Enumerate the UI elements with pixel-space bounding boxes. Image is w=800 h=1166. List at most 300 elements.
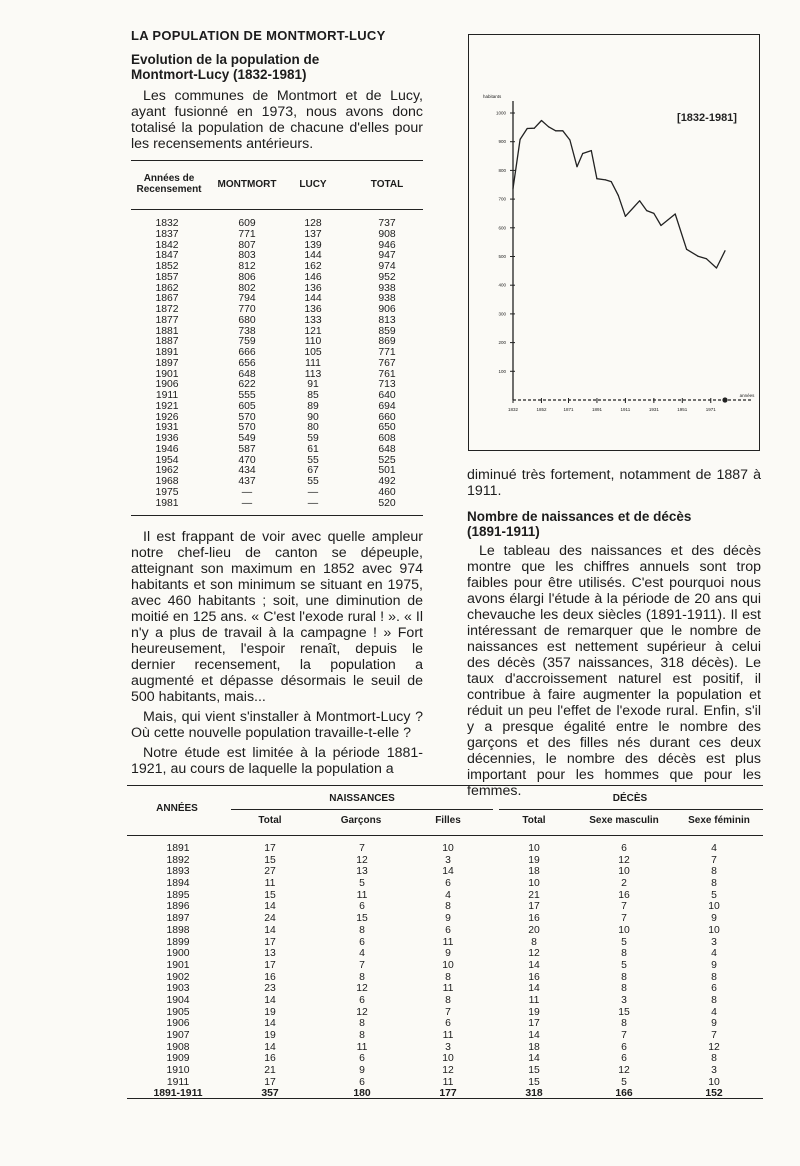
pop-cell-montmort: 570 xyxy=(238,411,256,423)
bd-cell-masc: 5 xyxy=(621,936,627,948)
pop-cell-lucy: 133 xyxy=(304,314,322,326)
pop-cell-year: 1911 xyxy=(155,390,179,401)
pop-cell-montmort: 549 xyxy=(238,433,256,444)
chart-title: [1832-1981] xyxy=(677,112,737,124)
y-tick-label: 200 xyxy=(498,340,506,346)
pop-cell-year: 1842 xyxy=(155,239,179,251)
bd-cell-fem: 8 xyxy=(711,971,717,983)
x-tick-label: 1911 xyxy=(620,407,631,412)
pop-cell-year: 1852 xyxy=(155,261,179,272)
paragraph-4: Le tableau des naissances et des décès montre que les chiffres annuels sont trop faibles pour être utilisés. C'est pourquoi nous avons élargi l'étude à la période de 20 ans qui chevauche les deux siècles (1891-1911). Il est intéressant de remarquer que le nombre de naissances est nettement supérieur à celui des décès (357 naissances, 318 décès). Le taux d'accroissement naturel est positif, il contribue à faire augmenter la population et réduit un peu l'effet de l'exode rural. Enfin, s'il y a presque égalité entre le nombre des garçons et des filles nés durant ces deux décennies, le nombre des décès est plus important pour les hommes que pour les femmes. xyxy=(467,543,761,799)
pop-cell-total: 906 xyxy=(378,304,396,315)
pop-cell-lucy: 89 xyxy=(307,400,319,412)
bd-cell-filles: 8 xyxy=(445,971,451,983)
bd-cell-year: 1907 xyxy=(166,1030,190,1041)
data-point xyxy=(555,130,556,131)
bd-cell-masc: 7 xyxy=(621,901,627,913)
pop-cell-total: 947 xyxy=(378,250,396,262)
bd-cell-filles: 8 xyxy=(445,994,451,1006)
bd-cell-fem: 8 xyxy=(711,1053,717,1065)
pop-cell-year: 1962 xyxy=(155,465,179,477)
bd-cell-fem: 4 xyxy=(711,843,717,854)
paragraph-2: Mais, qui vient s'installer à Montmort-Lucy ? Où cette nouvelle population travaille-t-elle ? xyxy=(131,709,423,742)
bd-header-garcons: Garçons xyxy=(340,815,382,826)
bd-cell-garcons: 7 xyxy=(359,959,365,971)
bd-cell-year: 1902 xyxy=(166,971,190,983)
table-row xyxy=(127,866,763,878)
bd-cell-n-total: 14 xyxy=(264,901,276,913)
pop-cell-total: 737 xyxy=(378,218,396,229)
section2-title: Nombre de naissances et de décès (1891-1911) xyxy=(467,509,692,539)
bd-cell-d-total: 12 xyxy=(528,948,540,960)
pop-header-total: TOTAL xyxy=(370,179,404,190)
bd-cell-d-total: 17 xyxy=(528,901,540,913)
bd-cell-garcons: 6 xyxy=(359,901,365,913)
bd-cell-n-total: 14 xyxy=(264,994,276,1006)
pop-cell-lucy: 85 xyxy=(307,390,319,401)
table-row xyxy=(131,499,423,510)
bd-cell-year: 1905 xyxy=(166,1006,190,1018)
bd-cell-masc: 12 xyxy=(618,854,630,866)
x-tick-label: 1832 xyxy=(507,407,519,412)
pop-cell-total: 859 xyxy=(378,325,396,337)
bd-cell-filles: 10 xyxy=(442,843,454,854)
bd-cell-year: 1899 xyxy=(166,936,190,948)
bd-bottom-rule xyxy=(127,1098,763,1099)
table-row xyxy=(131,402,423,413)
bd-cell-year: 1892 xyxy=(166,854,190,866)
data-point xyxy=(618,195,619,196)
pop-cell-montmort: 806 xyxy=(238,271,256,283)
pop-cell-year: 1872 xyxy=(155,304,179,315)
pop-cell-total: 771 xyxy=(378,347,396,358)
pop-cell-total: 650 xyxy=(378,422,396,434)
table-row xyxy=(127,1018,763,1030)
bd-cell-filles: 8 xyxy=(445,901,451,913)
bd-cell-garcons: 6 xyxy=(359,1053,365,1065)
pop-cell-year: 1901 xyxy=(155,368,179,380)
pop-cell-total: 952 xyxy=(378,271,396,283)
pop-cell-lucy: 121 xyxy=(304,325,322,337)
pop-cell-lucy: 80 xyxy=(307,422,319,434)
bd-cell-garcons: 9 xyxy=(359,1065,365,1077)
bd-cell-year: 1901 xyxy=(166,959,190,971)
bd-cell-n-total: 16 xyxy=(264,971,276,983)
x-tick-label: 1971 xyxy=(705,407,716,412)
bd-cell-year: 1900 xyxy=(166,948,190,960)
bd-cell-n-total: 17 xyxy=(264,959,276,971)
bd-cell-d-total: 14 xyxy=(528,959,540,971)
bd-cell-masc: 166 xyxy=(615,1088,633,1100)
pop-cell-total: 974 xyxy=(378,261,396,272)
bd-cell-n-total: 14 xyxy=(264,924,276,936)
pop-cell-montmort: 437 xyxy=(238,476,256,487)
bd-cell-n-total: 24 xyxy=(264,913,276,925)
data-point xyxy=(625,216,626,217)
bd-cell-garcons: 15 xyxy=(356,913,368,925)
bd-cell-d-total: 318 xyxy=(525,1088,543,1100)
bd-cell-d-total: 20 xyxy=(528,924,540,936)
data-point xyxy=(716,267,717,268)
bd-header-rule xyxy=(127,835,763,836)
chart-svg xyxy=(469,35,761,452)
bd-cell-filles: 6 xyxy=(445,924,451,936)
data-point xyxy=(576,166,577,167)
data-point xyxy=(582,153,583,154)
bd-cell-d-total: 18 xyxy=(528,1041,540,1053)
bd-header-naissances: NAISSANCES xyxy=(329,793,395,804)
pop-cell-montmort: — xyxy=(241,497,253,509)
pop-cell-montmort: 434 xyxy=(238,465,256,477)
pop-cell-year: 1975 xyxy=(155,486,179,498)
y-tick-label: 900 xyxy=(498,139,506,145)
pop-table-header xyxy=(131,169,423,209)
pop-cell-montmort: 680 xyxy=(238,314,256,326)
bd-cell-filles: 11 xyxy=(442,1076,454,1088)
table-row xyxy=(127,983,763,995)
data-point xyxy=(697,256,698,257)
pop-cell-montmort: 812 xyxy=(238,261,256,272)
bd-cell-filles: 11 xyxy=(442,1030,454,1041)
pop-cell-montmort: 470 xyxy=(238,454,256,466)
table-row xyxy=(131,445,423,456)
bd-header-fem: Sexe féminin xyxy=(688,815,750,826)
bd-cell-n-total: 17 xyxy=(264,936,276,948)
pop-cell-lucy: 144 xyxy=(304,250,322,262)
bd-cell-garcons: 8 xyxy=(359,1030,365,1041)
bd-cell-masc: 8 xyxy=(621,983,627,995)
pop-header-montmort: MONTMORT xyxy=(217,179,277,190)
bd-cell-fem: 7 xyxy=(711,1030,717,1041)
data-point xyxy=(675,213,676,214)
pop-cell-lucy: 111 xyxy=(305,357,321,369)
pop-cell-montmort: 609 xyxy=(238,218,256,229)
pop-cell-year: 1926 xyxy=(155,411,179,423)
bd-cell-d-total: 18 xyxy=(528,866,540,878)
x-tick-label: 1891 xyxy=(591,407,602,412)
pop-cell-total: 648 xyxy=(378,443,396,455)
pop-cell-year: 1891 xyxy=(155,347,179,358)
table-row xyxy=(131,230,423,241)
bd-cell-year: 1891-1911 xyxy=(153,1088,203,1100)
pop-cell-total: 492 xyxy=(378,476,396,487)
data-point xyxy=(660,225,661,226)
table-row xyxy=(127,995,763,1007)
y-tick-label: 700 xyxy=(498,196,506,202)
main-title: LA POPULATION DE MONTMORT-LUCY xyxy=(131,28,386,43)
bd-cell-d-total: 19 xyxy=(528,1006,540,1018)
data-point xyxy=(534,128,535,129)
pop-cell-year: 1862 xyxy=(155,282,179,294)
bd-cell-year: 1895 xyxy=(166,889,190,901)
bd-cell-filles: 177 xyxy=(439,1088,457,1100)
data-point xyxy=(611,181,612,182)
pop-cell-year: 1921 xyxy=(155,400,179,412)
bd-cell-filles: 6 xyxy=(445,878,451,890)
bd-cell-filles: 9 xyxy=(445,913,451,925)
bd-cell-d-total: 15 xyxy=(528,1076,540,1088)
bd-cell-fem: 3 xyxy=(711,1065,717,1077)
bd-cell-filles: 14 xyxy=(442,866,454,878)
pop-table-body xyxy=(131,219,423,509)
bd-cell-masc: 7 xyxy=(621,1030,627,1041)
left-lower-text xyxy=(131,529,423,777)
bd-cell-garcons: 11 xyxy=(356,889,368,901)
bd-cell-fem: 10 xyxy=(708,901,720,913)
bd-cell-d-total: 16 xyxy=(528,913,540,925)
pop-cell-year: 1936 xyxy=(155,433,179,444)
x-tick-label: 1951 xyxy=(677,407,688,412)
data-point xyxy=(541,120,542,121)
pop-cell-montmort: 570 xyxy=(238,422,256,434)
pop-cell-lucy: 91 xyxy=(307,379,319,391)
data-point xyxy=(706,258,707,259)
bd-cell-year: 1891 xyxy=(166,843,190,854)
bd-cell-fem: 9 xyxy=(711,1018,717,1030)
table-row xyxy=(127,960,763,972)
bd-cell-n-total: 16 xyxy=(264,1053,276,1065)
bd-cell-masc: 10 xyxy=(618,866,630,878)
bd-cell-year: 1897 xyxy=(166,913,190,925)
y-tick-label: 600 xyxy=(498,225,506,231)
bd-cell-fem: 10 xyxy=(708,1076,720,1088)
pop-cell-montmort: 587 xyxy=(238,443,256,455)
bd-cell-year: 1909 xyxy=(166,1053,190,1065)
population-chart xyxy=(468,34,760,451)
bd-cell-d-total: 10 xyxy=(528,878,540,890)
bd-cell-garcons: 4 xyxy=(359,948,365,960)
bd-cell-d-total: 19 xyxy=(528,854,540,866)
bd-cell-n-total: 19 xyxy=(264,1006,276,1018)
data-point xyxy=(569,139,570,140)
bd-cell-masc: 6 xyxy=(621,843,627,854)
table-top-rule xyxy=(131,160,423,161)
bd-cell-garcons: 12 xyxy=(356,983,368,995)
pop-cell-total: 640 xyxy=(378,390,396,401)
data-point xyxy=(527,128,528,129)
pop-cell-lucy: 105 xyxy=(304,347,322,358)
table-row xyxy=(131,359,423,370)
table-row xyxy=(127,855,763,867)
pop-cell-year: 1877 xyxy=(155,314,179,326)
bd-cell-n-total: 27 xyxy=(264,866,276,878)
pop-cell-year: 1954 xyxy=(155,454,179,466)
table-row xyxy=(127,901,763,913)
pop-cell-lucy: 136 xyxy=(304,304,322,315)
table-row xyxy=(127,1007,763,1019)
pop-cell-montmort: 771 xyxy=(238,228,256,240)
pop-cell-lucy: — xyxy=(307,486,319,498)
pop-header-year: Années de Recensement xyxy=(136,173,202,195)
bd-header-deces: DÉCÈS xyxy=(612,793,648,804)
pop-cell-lucy: 144 xyxy=(304,293,322,305)
pop-cell-lucy: 110 xyxy=(304,336,322,348)
bd-cell-filles: 6 xyxy=(445,1018,451,1030)
y-tick-label: 100 xyxy=(498,368,506,374)
table-row xyxy=(127,937,763,949)
bd-cell-masc: 5 xyxy=(621,959,627,971)
bd-header-n-total: Total xyxy=(258,815,282,826)
pop-cell-total: 938 xyxy=(378,293,396,305)
pop-cell-total: 520 xyxy=(378,497,396,509)
bd-cell-n-total: 15 xyxy=(264,889,276,901)
table-row xyxy=(127,878,763,890)
bd-cell-masc: 10 xyxy=(618,924,630,936)
pop-cell-lucy: 90 xyxy=(307,411,319,423)
table-row xyxy=(127,1077,763,1089)
bd-cell-fem: 9 xyxy=(711,913,717,925)
pop-cell-lucy: 67 xyxy=(307,465,319,477)
table-row xyxy=(131,273,423,284)
pop-cell-year: 1981 xyxy=(155,497,179,509)
bd-cell-garcons: 12 xyxy=(356,854,368,866)
bd-cell-d-total: 11 xyxy=(528,994,540,1006)
pop-cell-total: 713 xyxy=(378,379,396,391)
pop-cell-year: 1931 xyxy=(155,422,179,434)
pop-cell-total: 694 xyxy=(378,400,396,412)
pop-cell-year: 1968 xyxy=(155,476,179,487)
table-row xyxy=(127,948,763,960)
table-row xyxy=(127,1065,763,1077)
bd-cell-year: 1910 xyxy=(166,1065,190,1077)
bd-cell-d-total: 14 xyxy=(528,1030,540,1041)
pop-cell-total: 660 xyxy=(378,411,396,423)
pop-cell-montmort: 794 xyxy=(238,293,256,305)
table-row xyxy=(127,1053,763,1065)
bd-cell-d-total: 17 xyxy=(528,1018,540,1030)
bd-cell-garcons: 8 xyxy=(359,1018,365,1030)
pop-cell-year: 1837 xyxy=(155,228,179,240)
pop-cell-lucy: 113 xyxy=(304,368,322,380)
pop-cell-year: 1847 xyxy=(155,250,179,262)
bd-header-d-total: Total xyxy=(522,815,546,826)
bd-header-filles: Filles xyxy=(435,815,461,826)
bd-cell-fem: 5 xyxy=(711,889,717,901)
bd-cell-fem: 12 xyxy=(708,1041,720,1053)
bd-cell-filles: 12 xyxy=(442,1065,454,1077)
data-point xyxy=(646,210,647,211)
pop-header-lucy: LUCY xyxy=(299,179,327,190)
data-point xyxy=(591,150,592,151)
y-tick-label: 1000 xyxy=(495,110,506,116)
bd-table-header xyxy=(127,785,763,835)
pop-cell-lucy: 55 xyxy=(307,454,319,466)
bd-cell-fem: 7 xyxy=(711,854,717,866)
bd-cell-year: 1898 xyxy=(166,924,190,936)
table-row xyxy=(127,843,763,855)
table-row xyxy=(127,913,763,925)
pop-cell-year: 1946 xyxy=(155,443,179,455)
bd-cell-d-total: 10 xyxy=(528,843,540,854)
bd-cell-year: 1904 xyxy=(166,994,190,1006)
pop-cell-lucy: 146 xyxy=(304,271,322,283)
bd-cell-filles: 3 xyxy=(445,1041,451,1053)
bd-cell-n-total: 13 xyxy=(264,948,276,960)
data-point xyxy=(562,130,563,131)
pop-cell-year: 1857 xyxy=(155,271,179,283)
table-row xyxy=(127,972,763,984)
paragraph-3: Notre étude est limitée à la période 1881-1921, au cours de laquelle la population a xyxy=(131,745,423,778)
bd-cell-garcons: 180 xyxy=(353,1088,371,1100)
table-row xyxy=(127,890,763,902)
table-bottom-rule xyxy=(131,515,423,516)
pop-cell-montmort: — xyxy=(241,486,253,498)
bd-cell-fem: 6 xyxy=(711,983,717,995)
bd-cell-fem: 8 xyxy=(711,878,717,890)
paragraph-3-continued: diminué très fortement, notamment de 1887 à 1911. xyxy=(467,467,761,499)
population-line xyxy=(513,121,725,269)
pop-cell-total: 813 xyxy=(378,314,396,326)
pop-cell-total: 946 xyxy=(378,239,396,251)
bd-cell-masc: 8 xyxy=(621,971,627,983)
pop-cell-montmort: 802 xyxy=(238,282,256,294)
x-tick-label: 1871 xyxy=(563,407,574,412)
bd-cell-d-total: 14 xyxy=(528,983,540,995)
bd-cell-masc: 7 xyxy=(621,913,627,925)
pop-cell-montmort: 803 xyxy=(238,250,256,262)
table-row xyxy=(127,925,763,937)
bd-cell-fem: 9 xyxy=(711,959,717,971)
bd-cell-fem: 8 xyxy=(711,866,717,878)
bd-cell-year: 1906 xyxy=(166,1018,190,1030)
bd-cell-garcons: 6 xyxy=(359,1076,365,1088)
bd-naissances-rule xyxy=(231,809,493,810)
bd-cell-fem: 3 xyxy=(711,936,717,948)
bd-cell-year: 1893 xyxy=(166,866,190,878)
bd-cell-fem: 152 xyxy=(705,1088,723,1100)
y-tick-label: 500 xyxy=(498,254,506,259)
bd-cell-n-total: 17 xyxy=(264,843,276,854)
pop-cell-year: 1906 xyxy=(155,379,179,391)
x-axis-end-dot xyxy=(722,397,727,402)
pop-cell-lucy: 59 xyxy=(307,433,319,444)
bd-cell-garcons: 13 xyxy=(356,866,368,878)
bd-cell-n-total: 357 xyxy=(261,1088,279,1100)
bd-cell-filles: 4 xyxy=(445,889,451,901)
bd-cell-garcons: 6 xyxy=(359,936,365,948)
table-row xyxy=(127,1042,763,1054)
bd-cell-garcons: 8 xyxy=(359,971,365,983)
bd-cell-masc: 8 xyxy=(621,948,627,960)
bd-table-body xyxy=(127,843,763,1100)
bd-cell-filles: 10 xyxy=(442,1053,454,1065)
bd-cell-filles: 7 xyxy=(445,1006,451,1018)
bd-deces-rule xyxy=(499,809,763,810)
bd-cell-filles: 3 xyxy=(445,854,451,866)
pop-cell-lucy: 137 xyxy=(304,228,322,240)
pop-cell-total: 938 xyxy=(378,282,396,294)
pop-cell-lucy: 162 xyxy=(304,261,322,272)
bd-cell-d-total: 15 xyxy=(528,1065,540,1077)
bd-cell-year: 1908 xyxy=(166,1041,190,1053)
y-axis-label: habitants xyxy=(483,94,502,99)
pop-cell-year: 1897 xyxy=(155,357,179,369)
bd-cell-masc: 15 xyxy=(618,1006,630,1018)
pop-cell-total: 869 xyxy=(378,336,396,348)
bd-cell-d-total: 8 xyxy=(531,936,537,948)
bd-cell-n-total: 23 xyxy=(264,983,276,995)
pop-cell-montmort: 622 xyxy=(238,379,256,391)
pop-cell-total: 761 xyxy=(378,368,396,380)
x-axis-label: années xyxy=(739,393,755,398)
pop-cell-year: 1887 xyxy=(155,336,179,348)
data-point xyxy=(605,179,606,180)
bd-cell-garcons: 8 xyxy=(359,924,365,936)
bd-header-annees: ANNÉES xyxy=(156,803,198,814)
section1-intro: Les communes de Montmort et de Lucy, ayant fusionné en 1973, nous avons donc totalisé la population de chacune d'elles pour les recensements antérieurs. xyxy=(131,88,423,152)
bd-cell-garcons: 6 xyxy=(359,994,365,1006)
bd-cell-year: 1896 xyxy=(166,901,190,913)
